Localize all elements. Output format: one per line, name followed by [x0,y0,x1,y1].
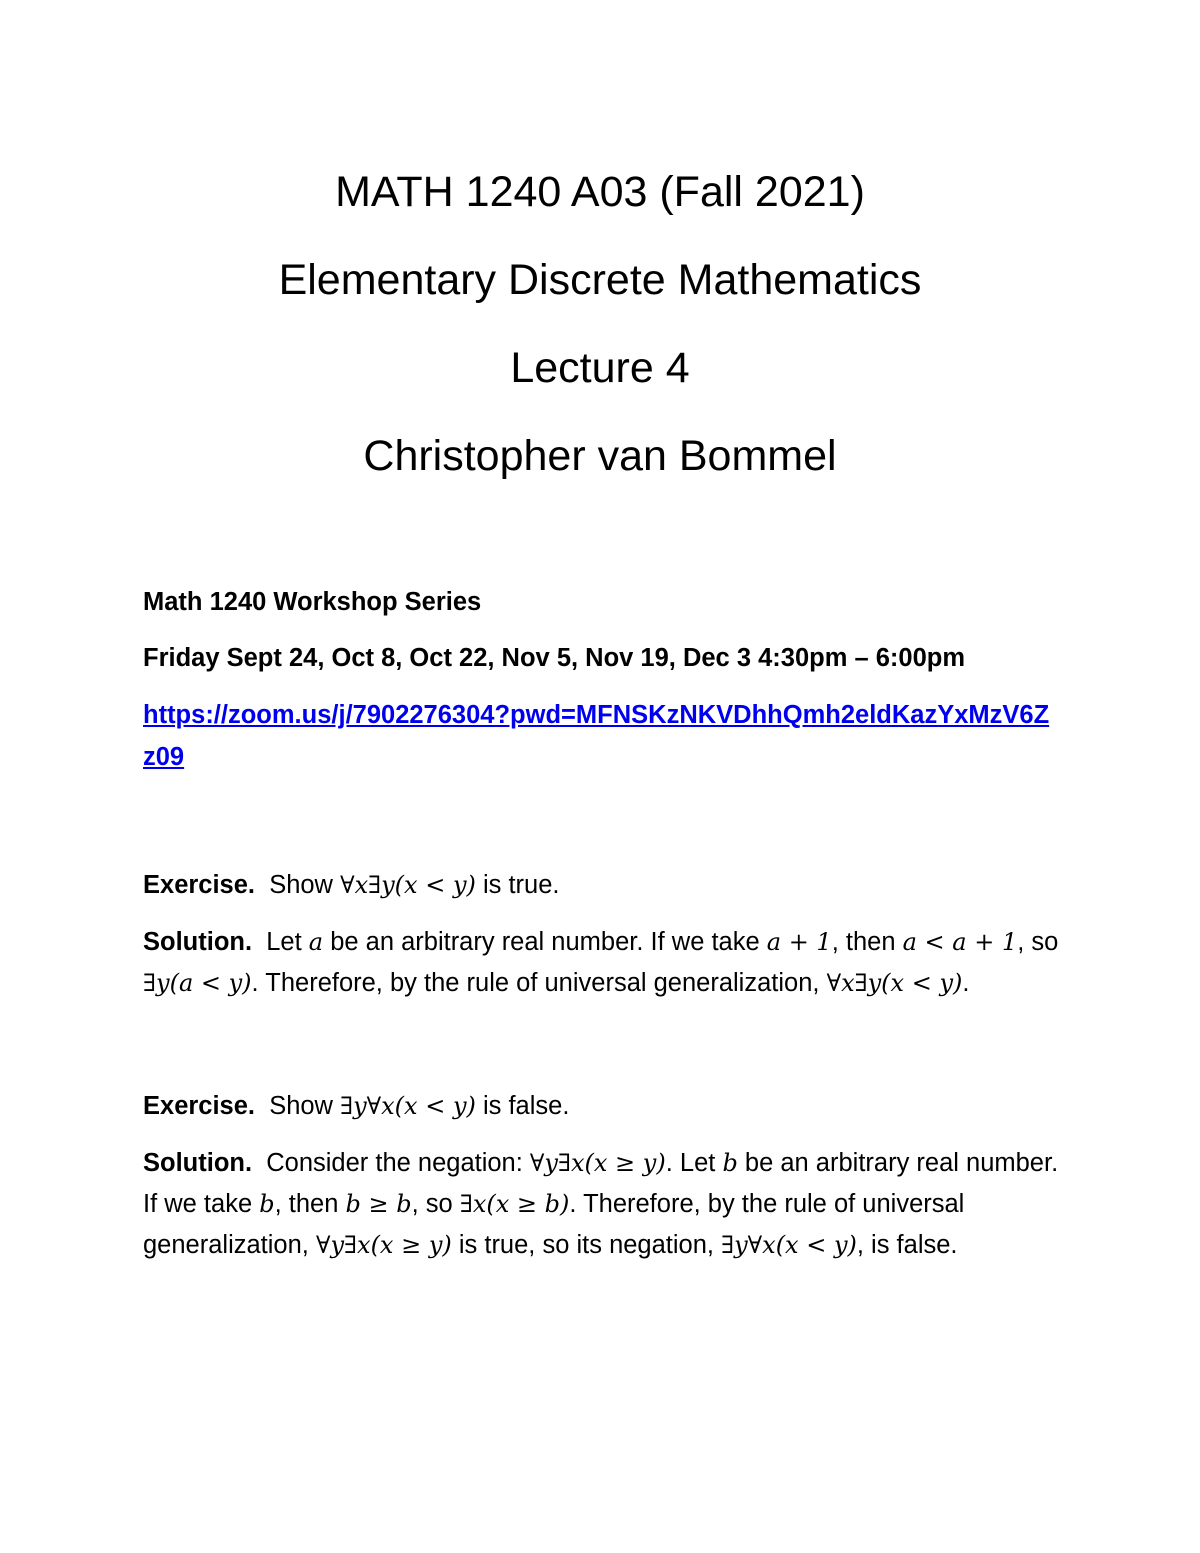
workshop-dates: Friday Sept 24, Oct 8, Oct 22, Nov 5, Nov 19, Dec 3 4:30pm – 6:00pm [143,644,966,672]
title-block [0,148,1200,500]
math-expression: ∀y∃x(x ≥ y) [529,1149,666,1177]
math-expression: b [722,1149,738,1177]
zoom-link[interactable]: https://zoom.us/j/7902276304?pwd=MFNSKzNKVDhhQmh2eldKazYxMzV6Zz09 [143,701,1050,771]
solution-text: is true, so its negation, [458,1231,714,1259]
exercise-text: Show [269,1092,333,1120]
solution-text: . Let [665,1149,716,1177]
solution-text: , so [411,1190,453,1218]
math-expression: b ≥ b [345,1190,412,1218]
math-expression: a [308,928,324,956]
solution-text: , so [1017,928,1059,956]
exercise-1 [143,865,1063,906]
instructor-name: Christopher van Bommel [363,432,837,480]
course-title: MATH 1240 A03 (Fall 2021) [335,168,865,216]
solution-text: be an arbitrary real number. If we take [143,1149,1059,1218]
solution-label: Solution. [143,928,253,956]
solution-text: Let [266,928,302,956]
exercise-label: Exercise. [143,871,256,899]
math-expression: a + 1 [766,928,832,956]
math-expression: ∃y∀x(x < y) [340,1092,476,1120]
math-expression: ∀x∃y(x < y) [826,969,963,997]
lecture-content [143,582,1063,1266]
math-expression: a < a + 1 [902,928,1018,956]
exercise-2 [143,1086,1063,1127]
math-expression: b [259,1190,275,1218]
math-expression: ∃x(x ≥ b) [459,1190,570,1218]
lecture-title: Lecture 4 [510,344,690,392]
exercise-text: Show [269,871,333,899]
solution-text: , then [274,1190,339,1218]
math-expression: ∃y∀x(x < y) [721,1231,857,1259]
solution-text: . Therefore, by the rule of universal generalization, [143,1190,965,1259]
solution-text: , is false. [856,1231,958,1259]
math-expression: ∃y(a < y) [143,969,252,997]
solution-1 [143,922,1063,1004]
solution-text: be an arbitrary real number. If we take [330,928,760,956]
solution-label: Solution. [143,1149,253,1177]
exercise-label: Exercise. [143,1092,256,1120]
solution-text: . Therefore, by the rule of universal generalization, [251,969,820,997]
solution-text: , then [831,928,896,956]
exercise-text: is false. [482,1092,570,1120]
math-expression: ∀y∃x(x ≥ y) [315,1231,452,1259]
solution-text: Consider the negation: [266,1149,523,1177]
math-expression: ∀x∃y(x < y) [340,871,476,899]
workshop-title: Math 1240 Workshop Series [143,588,482,616]
solution-text: . [962,969,970,997]
subject-title: Elementary Discrete Mathematics [278,256,922,304]
solution-2 [143,1143,1063,1266]
exercise-text: is true. [482,871,560,899]
